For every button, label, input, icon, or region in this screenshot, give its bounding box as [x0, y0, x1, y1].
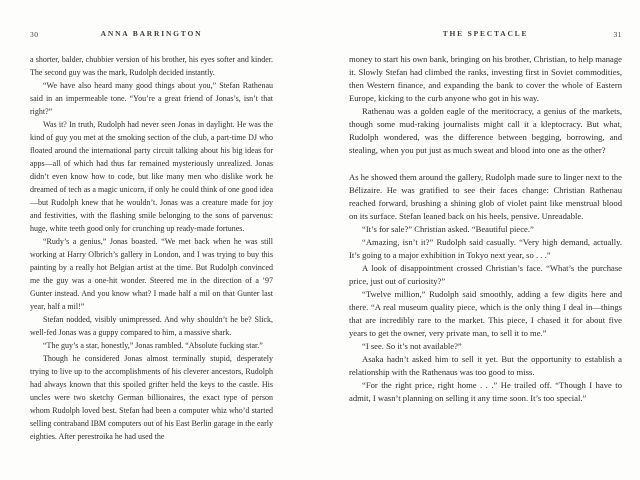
paragraph: “It’s for sale?” Christian asked. “Beautiful piece.”: [362, 224, 534, 234]
paragraph: a shorter, balder, chubbier version of his brother, his eyes softer and kinder. The second guy was the mark, Rudolph decided instantly.: [30, 55, 273, 77]
paragraph: “Rudy’s a genius,” Jonas boasted. “We met back when he was still working at Harry Olbrich’s gallery in London, and I was trying to buy this painting by a really hot Belgian artist at the time. But Rudolph convinced me the guy was a one-hit wonder. Steered me in the direction of a ’97 Gunter instead. And you know what? I made half a mil on that Gunter last year, half a mil!”: [30, 237, 273, 311]
paragraph: “We have also heard many good things about you,” Stefan Rathenau said in an impermeable tone. “You’re a great friend of Jonas’s, isn’t that right?”: [30, 81, 273, 116]
paragraph: “For the right price, right home . . .” He trailed off. “Though I have to admit, I wasn’t planning on selling it any time soon. It’s too special.”: [349, 380, 622, 403]
paragraph: “I see. So it’s not available?”: [362, 341, 462, 351]
right-running-header: THE SPECTACLE: [442, 29, 529, 38]
paragraph: “Amazing, isn’t it?” Rudolph said casually. “Very high demand, actually. It’s going to a major exhibition in Tokyo next year, so . . .”: [349, 237, 622, 260]
paragraph: Stefan nodded, visibly unimpressed. And why shouldn’t he be? Slick, well-fed Jonas was a guppy compared to him, a massive shark.: [30, 315, 273, 337]
right-page-number: 31: [613, 29, 622, 39]
left-page-header: [30, 29, 273, 40]
right-page-text: [349, 53, 622, 405]
right-page-header: [349, 29, 622, 40]
left-running-header: ANNA BARRINGTON: [100, 29, 203, 38]
paragraph: “The guy’s a star, honestly,” Jonas rambled. “Absolute fucking star.”: [43, 341, 263, 350]
paragraph: As he showed them around the gallery, Rudolph made sure to linger next to the Bélizaire. He was gratified to see their faces change: Christian Rathenau reached forward, brushing a shining glob of violet paint like menstrual blood on its surface. Stefan leaned back on his heels, pensive. Unreadable.: [349, 172, 622, 221]
paragraph: Rathenau was a golden eagle of the meritocracy, a genius of the markets, though some mud-raking journalists might call it a kleptocracy. But what, Rudolph wondered, was the difference between begging, borrowing, and stealing, when you put just as much sweat and blood into one as the other?: [349, 106, 622, 155]
left-page-text: [30, 53, 273, 443]
paragraph: A look of disappointment crossed Christian’s face. “What’s the purchase price, just out of curiosity?”: [349, 263, 622, 286]
paragraph: “Twelve million,” Rudolph said smoothly, adding a few digits here and there. “A real museum quality piece, which is the only thing I deal in—things that are incredibly rare to the market. This piece, I chased it for about five years to get the owner, very private man, to sell it to me.”: [349, 289, 622, 338]
paragraph: Though he considered Jonas almost terminally stupid, desperately trying to live up to the accomplishments of his cleverer ancestors, Rudolph had always known that this spoiled grifter held the keys to the castle. His uncles were two sketchy German billionaires, the exact type of person whom Rudolph loved best. Stefan had been a computer whiz who’d started selling contraband IBM computers out of his East Berlin garage in the early eighties. After perestroika he had used the: [30, 354, 273, 441]
paragraph: Was it? In truth, Rudolph had never seen Jonas in daylight. He was the kind of guy you met at the smoking section of the club, a part-time DJ who floated around the international party circuit talking about his big ideas for apps—all of which had thus far remained mysteriously unrealized. Jonas didn’t even know how to code, but like many men who dislike work he dreamed of tech as a magic unicorn, if only he could think of one good idea—but Rudolph knew that he wouldn’t. Jonas was a creature made for joy and festivities, with the flashing smile belonging to the sons of parvenus: huge, white teeth good only for crunching up ready-made fortunes.: [30, 120, 273, 233]
paragraph: money to start his own bank, bringing on his brother, Christian, to help manage it. Slowly Stefan had climbed the ranks, investing first in Soviet commodities, then Western finance, and expanding the bank to cover the whole of Eastern Europe, kicking to the curb anyone who got in his way.: [349, 54, 622, 103]
left-page-number: 30: [30, 29, 39, 39]
paragraph: Asaka hadn’t asked him to sell it yet. But the opportunity to establish a relationship with the Rathenaus was too good to miss.: [349, 354, 622, 377]
